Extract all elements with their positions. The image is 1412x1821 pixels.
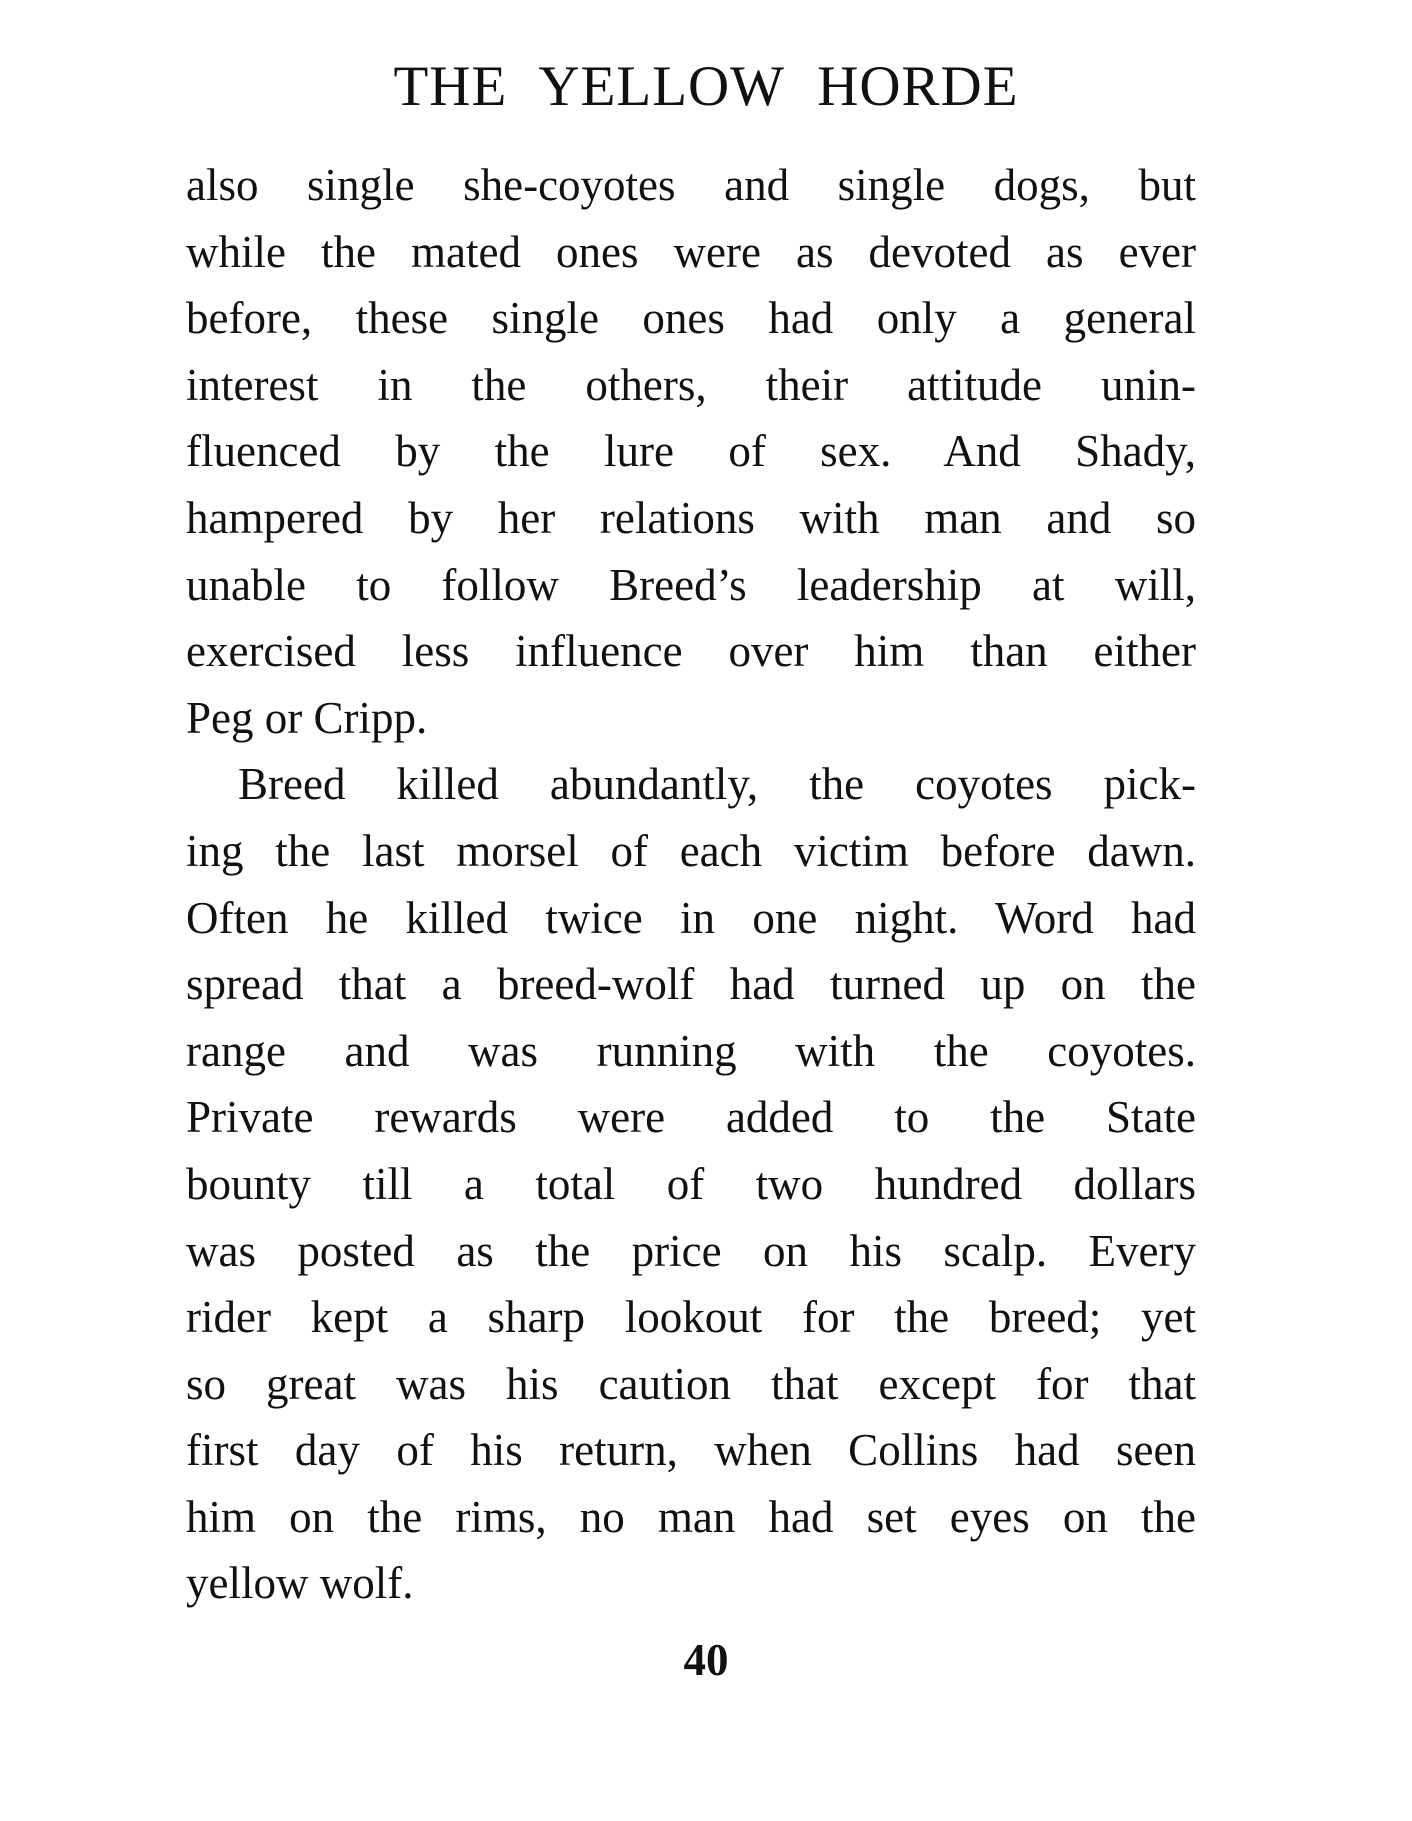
text-line: Peg or Cripp. — [186, 692, 428, 743]
text-line: Often he killed twice in one night. Word had — [186, 892, 1196, 943]
text-line: first day of his return, when Collins had seen — [186, 1425, 1196, 1476]
text-line: Private rewards were added to the State — [186, 1092, 1196, 1143]
text-line: spread that a breed-wolf had turned up on the — [186, 959, 1196, 1010]
text-line: exercised less influence over him than either — [186, 626, 1196, 677]
page-number: 40 — [683, 1635, 729, 1685]
text-line: yellow wolf. — [186, 1558, 414, 1609]
text-line: hampered by her relations with man and so — [186, 492, 1196, 543]
text-line: while the mated ones were as devoted as ever — [186, 226, 1196, 277]
paragraph-2 — [186, 751, 1196, 1617]
text-line: before, these single ones had only a general — [186, 293, 1196, 344]
text-line: range and was running with the coyotes. — [186, 1025, 1196, 1076]
body-text — [186, 152, 1196, 1617]
text-line: ing the last morsel of each victim before dawn. — [186, 825, 1196, 876]
text-line: interest in the others, their attitude unin- — [186, 359, 1196, 410]
text-line: unable to follow Breed’s leadership at will, — [186, 559, 1196, 610]
text-line: Breed killed abundantly, the coyotes pick- — [238, 759, 1196, 810]
paragraph-1 — [186, 152, 1196, 751]
running-head: THE YELLOW HORDE — [393, 55, 1019, 118]
text-line: also single she-coyotes and single dogs, but — [186, 160, 1196, 210]
text-line: so great was his caution that except for that — [186, 1358, 1196, 1409]
text-line: bounty till a total of two hundred dollars — [186, 1158, 1196, 1209]
text-line: fluenced by the lure of sex. And Shady, — [186, 426, 1196, 477]
text-line: was posted as the price on his scalp. Every — [186, 1225, 1196, 1276]
text-line: rider kept a sharp lookout for the breed; yet — [186, 1292, 1196, 1343]
text-line: him on the rims, no man had set eyes on the — [186, 1491, 1196, 1542]
